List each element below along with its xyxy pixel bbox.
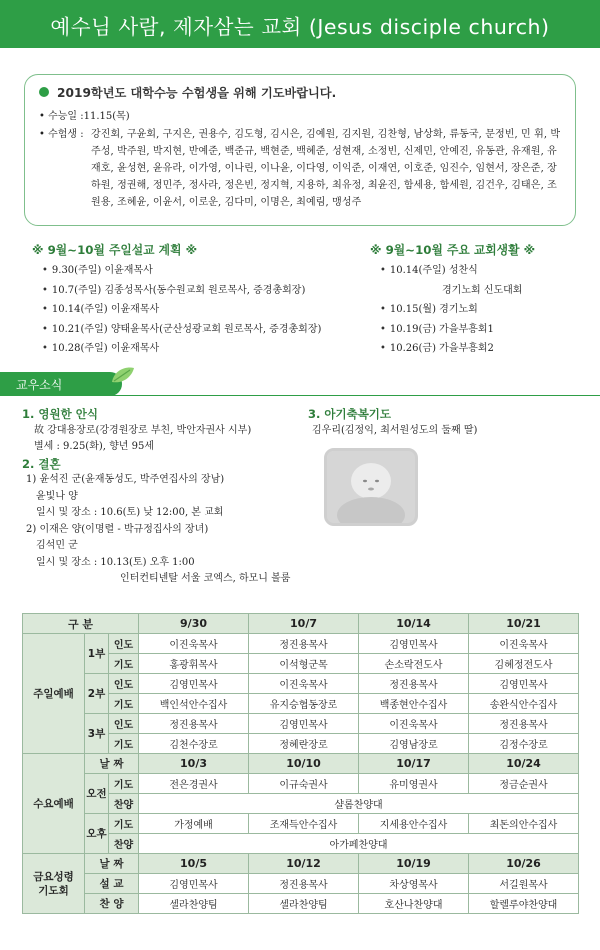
table-header-date: 9/30 — [139, 614, 249, 634]
church-title: 예수님 사람, 제자삼는 교회 (Jesus disciple church) — [50, 15, 550, 39]
wednesday-service-label: 수요예배 — [23, 754, 85, 854]
table-cell: 이진욱목사 — [139, 634, 249, 654]
role-label: 인도 — [109, 634, 139, 654]
table-cell: 서길원목사 — [469, 874, 579, 894]
condolence-line: 故 강대용장로(강경원장로 부친, 박안자권사 시부) — [34, 424, 252, 436]
table-header-date: 10/21 — [469, 614, 579, 634]
exam-prayer-title — [39, 83, 563, 101]
news-right-column — [308, 406, 588, 439]
list-item: • 9.30(주일) 이윤재목사 — [42, 261, 342, 281]
table-row — [23, 754, 579, 774]
table-cell: 김영민목사 — [249, 714, 359, 734]
table-cell: 조재득안수집사 — [249, 814, 359, 834]
role-label: 기도 — [109, 774, 139, 794]
table-cell: 정진용목사 — [359, 674, 469, 694]
role-label: 설 교 — [85, 874, 139, 894]
service-name: 1부 — [85, 634, 109, 674]
table-row — [23, 714, 579, 734]
news-left-column — [22, 406, 322, 588]
table-row — [23, 674, 579, 694]
table-row — [23, 894, 579, 914]
role-label: 찬 양 — [85, 894, 139, 914]
exam-prayer-box — [24, 74, 576, 226]
wed-date: 10/24 — [469, 754, 579, 774]
role-label: 인도 — [109, 714, 139, 734]
table-cell: 차상영목사 — [359, 874, 469, 894]
table-cell: 백인석안수집사 — [139, 694, 249, 714]
church-life-list — [380, 261, 580, 359]
role-label: 기도 — [109, 814, 139, 834]
list-item: • 10.14(주일) 이윤재목사 — [42, 300, 342, 320]
exam-prayer-title-text: 2019학년도 대학수능 수험생을 위해 기도바랍니다. — [57, 85, 337, 100]
exam-date: 11.15(목) — [83, 111, 130, 122]
role-label: 인도 — [109, 674, 139, 694]
wedding-heading: 2. 결혼 — [22, 456, 61, 471]
table-cell: 이진욱목사 — [249, 674, 359, 694]
wedding-line: 일시 및 장소 : 10.6(토) 낮 12:00, 본 교회 — [36, 507, 224, 518]
table-cell: 김천수장로 — [139, 734, 249, 754]
wedding-line: 1) 윤석진 군(윤재동성도, 박주연집사의 장남) — [26, 474, 225, 485]
list-item: • 10.26(금) 가을부흥회2 — [380, 339, 580, 359]
table-header-date: 10/14 — [359, 614, 469, 634]
list-item: • 10.7(주일) 김종성목사(동수원교회 원로목사, 증경총회장) — [42, 281, 342, 301]
table-cell: 셀라찬양팀 — [139, 894, 249, 914]
fri-date: 10/19 — [359, 854, 469, 874]
table-row — [23, 774, 579, 794]
sermon-plan-list — [42, 261, 342, 359]
church-life-title: ※ 9월~10월 주요 교회생활 ※ — [370, 243, 536, 257]
table-cell: 전은경권사 — [139, 774, 249, 794]
header-banner — [0, 0, 600, 48]
wed-date: 10/10 — [249, 754, 359, 774]
bullet-dot-icon — [39, 87, 49, 97]
condolence-heading: 1. 영원한 안식 — [22, 407, 98, 421]
table-cell: 정금순권사 — [469, 774, 579, 794]
table-cell: 정진용목사 — [469, 714, 579, 734]
sunday-service-label: 주일예배 — [23, 634, 85, 754]
condolence-line: 별세 : 9.25(화), 향년 95세 — [34, 441, 155, 452]
role-label: 기도 — [109, 734, 139, 754]
sermon-plan-title: ※ 9월~10월 주일설교 계획 ※ — [32, 243, 198, 257]
role-label: 찬양 — [109, 794, 139, 814]
list-item: • 10.21(주일) 양태윤목사(군산성광교회 원로목사, 증경총회장) — [42, 320, 342, 340]
date-label: 날 짜 — [85, 754, 139, 774]
list-item: • 10.14(주일) 성찬식 — [380, 261, 580, 281]
table-cell: 김혜정전도사 — [469, 654, 579, 674]
table-cell: 정진용목사 — [139, 714, 249, 734]
worship-schedule-table — [22, 613, 579, 914]
table-cell: 김영민목사 — [139, 674, 249, 694]
friday-label-line: 기도회 — [38, 884, 69, 897]
table-cell: 백종현안수집사 — [359, 694, 469, 714]
friday-label-line: 금요성령 — [33, 870, 74, 883]
list-item: • 10.28(주일) 이윤재목사 — [42, 339, 342, 359]
table-header-label: 구 분 — [23, 614, 139, 634]
table-cell: 호산나찬양대 — [359, 894, 469, 914]
table-cell: 이진욱목사 — [469, 634, 579, 654]
table-cell: 지세용안수집사 — [359, 814, 469, 834]
table-cell: 손소락전도사 — [359, 654, 469, 674]
news-section-banner — [0, 372, 136, 396]
baby-heading: 3. 아기축복기도 — [308, 407, 392, 421]
role-label: 찬양 — [109, 834, 139, 854]
table-row — [23, 814, 579, 834]
table-cell: 이석형군목 — [249, 654, 359, 674]
exam-date-label: • 수능일 : — [39, 111, 84, 122]
service-name: 3부 — [85, 714, 109, 754]
fri-date: 10/5 — [139, 854, 249, 874]
table-row — [23, 874, 579, 894]
fri-date: 10/26 — [469, 854, 579, 874]
wedding-line: 김석민 군 — [36, 540, 78, 551]
leaf-icon — [110, 366, 136, 386]
list-item: • 10.15(월) 경기노회 — [380, 300, 580, 320]
table-cell: 홍광휘목사 — [139, 654, 249, 674]
table-cell: 김영민목사 — [359, 634, 469, 654]
table-cell: 김정수장로 — [469, 734, 579, 754]
morning-label: 오전 — [85, 774, 109, 814]
wedding-line: 윤빛나 양 — [36, 490, 78, 502]
students-line — [39, 126, 563, 211]
table-cell: 정혜란장로 — [249, 734, 359, 754]
wedding-line: 2) 이재은 양(이명렬 - 박규정집사의 장녀) — [26, 523, 209, 535]
table-cell: 이진욱목사 — [359, 714, 469, 734]
afternoon-label: 오후 — [85, 814, 109, 854]
exam-date-line — [39, 109, 563, 124]
table-row — [23, 854, 579, 874]
fri-date: 10/12 — [249, 854, 359, 874]
list-item: • 10.19(금) 가을부흥회1 — [380, 320, 580, 340]
table-row — [23, 634, 579, 654]
table-cell: 유지승협동장로 — [249, 694, 359, 714]
service-name: 2부 — [85, 674, 109, 714]
table-header-date: 10/7 — [249, 614, 359, 634]
table-cell: 샬롬찬양대 — [139, 794, 579, 814]
role-label: 기도 — [109, 694, 139, 714]
table-cell: 이규숙권사 — [249, 774, 359, 794]
list-item: 경기노회 신도대회 — [442, 284, 523, 296]
baby-line: 김우리(김정익, 최서원성도의 둘째 딸) — [312, 424, 478, 436]
table-cell: 김영남장로 — [359, 734, 469, 754]
wedding-line: 일시 및 장소 : 10.13(토) 오후 1:00 — [36, 556, 195, 568]
table-cell: 할렐루야찬양대 — [469, 894, 579, 914]
baby-photo-image — [327, 451, 415, 523]
table-cell: 최돈의안수집사 — [469, 814, 579, 834]
friday-service-label — [23, 854, 85, 914]
table-cell: 정진용목사 — [249, 634, 359, 654]
wed-date: 10/3 — [139, 754, 249, 774]
table-cell: 송완식안수집사 — [469, 694, 579, 714]
table-cell: 유미영권사 — [359, 774, 469, 794]
news-section-label: 교우소식 — [16, 378, 63, 392]
table-cell: 셀라찬양팀 — [249, 894, 359, 914]
table-cell: 김영민목사 — [139, 874, 249, 894]
students-list: 강진회, 구윤회, 구지은, 권용수, 김도형, 김시은, 김예원, 김지원, 김찬형, 남상화, 류동국, 문정빈, 민 휘, 박주성, 박주원, 박지현, 반예준, 백준규, 백현준, 백혜준, 성현재, 소정빈, 신제민, 안예진, 유동관, 유재원, 유재호, 윤성현, 윤유라, 이가영, 이나린, 이나윤, 이다영, 이익준, 이재연, 이호준, 임진수, 임현서, 장은준, 장하원, 정권해, 정민주, 정사라, 정은빈, 정지혁, 지용하, 최유정, 최윤진, 함세용, 함세원, 김건우, 김태은, 조원용, 조혜윤, 이윤서, 이로운, 김다미, 이명은, 최예림, 맹성주 — [91, 129, 561, 208]
table-cell: 김영민목사 — [469, 674, 579, 694]
table-row — [23, 614, 579, 634]
role-label: 기도 — [109, 654, 139, 674]
table-cell: 정진용목사 — [249, 874, 359, 894]
table-cell: 아가페찬양대 — [139, 834, 579, 854]
students-label: • 수험생 : — [39, 129, 84, 140]
section-divider — [0, 395, 600, 396]
wedding-line: 인터컨티넨탈 서울 코엑스, 하모니 볼룸 — [120, 573, 291, 584]
wed-date: 10/17 — [359, 754, 469, 774]
table-cell: 가정예배 — [139, 814, 249, 834]
date-label: 날 짜 — [85, 854, 139, 874]
baby-photo — [324, 448, 418, 526]
